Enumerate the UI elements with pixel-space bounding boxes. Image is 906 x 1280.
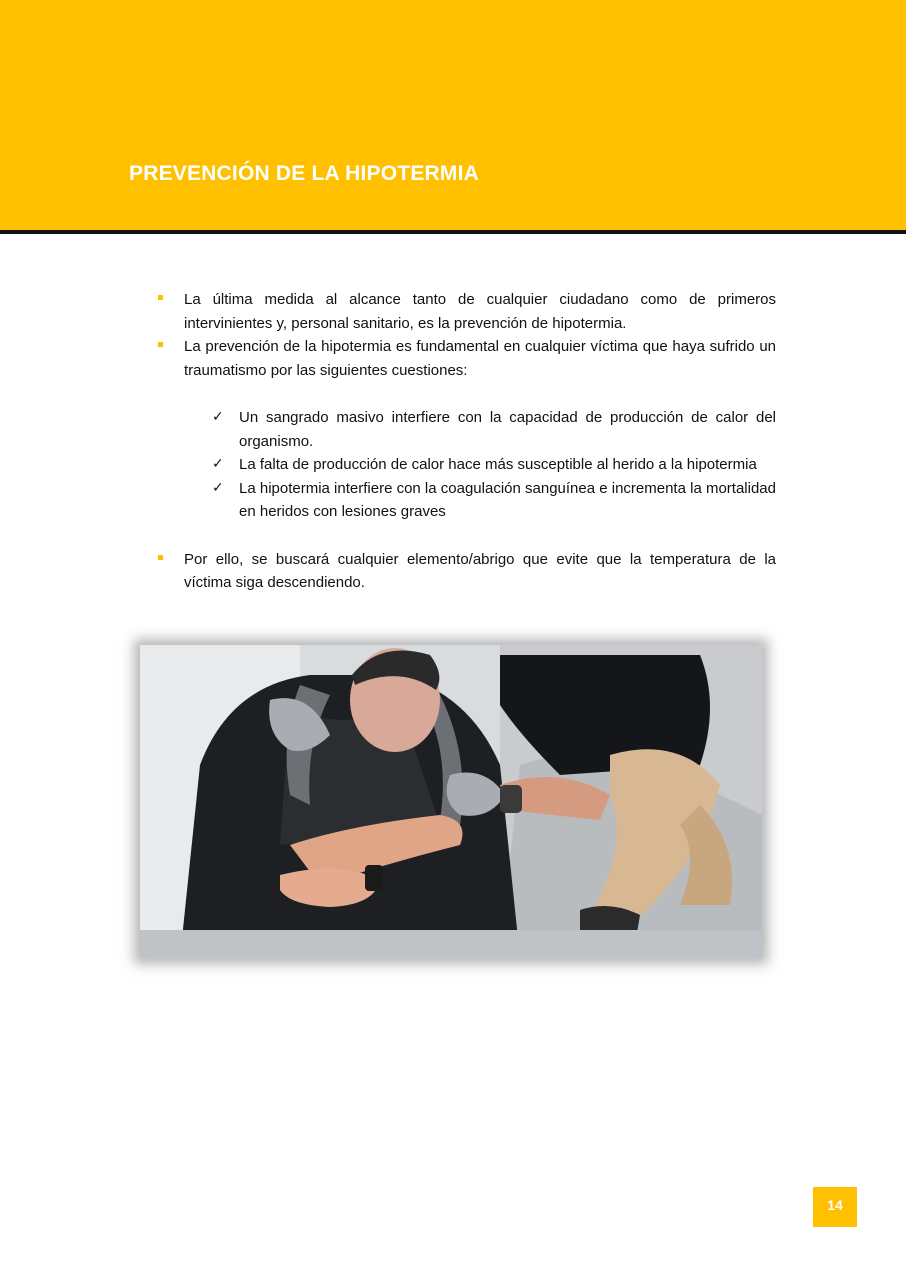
checkmark-icon: ✓ — [212, 479, 224, 496]
square-bullet-icon — [158, 342, 163, 347]
checklist-item — [158, 477, 776, 524]
checkmark-icon: ✓ — [212, 409, 224, 425]
page-title: PREVENCIÓN DE LA HIPOTERMIA — [129, 162, 479, 185]
square-bullet-icon — [158, 555, 163, 560]
checklist-item — [158, 406, 776, 453]
bullet-text: La prevención de la hipotermia es fundamental en cualquier víctima que haya sufrido un traumatismo por las siguientes cuestiones: — [184, 338, 776, 379]
page-number: 14 — [813, 1187, 857, 1227]
checkmark-icon: ✓ — [212, 456, 224, 472]
bullet-text: La última medida al alcance tanto de cualquier ciudadano como de primeros intervinientes y, personal sanitario, es la prevención de hipotermia. — [184, 291, 776, 332]
checklist-text: La falta de producción de calor hace más susceptible al herido a la hipotermia — [239, 456, 757, 473]
header-band — [0, 0, 906, 230]
hypothermia-photo — [140, 645, 762, 958]
content-body — [158, 288, 776, 595]
bullet-item — [158, 288, 776, 335]
photo-rescuer-wrapping-victim-icon — [140, 645, 762, 958]
bullet-item — [158, 548, 776, 595]
checklist — [158, 406, 776, 524]
bullet-item — [158, 335, 776, 382]
checklist-text: La hipotermia interfiere con la coagulación sanguínea e incrementa la mortalidad en heridos con lesiones graves — [239, 479, 776, 520]
bullet-text: Por ello, se buscará cualquier elemento/abrigo que evite que la temperatura de la víctima siga descendiendo. — [184, 550, 776, 591]
header-divider — [0, 230, 906, 234]
checklist-text: Un sangrado masivo interfiere con la capacidad de producción de calor del organismo. — [239, 409, 776, 450]
checklist-item — [158, 453, 776, 477]
square-bullet-icon — [158, 295, 163, 300]
